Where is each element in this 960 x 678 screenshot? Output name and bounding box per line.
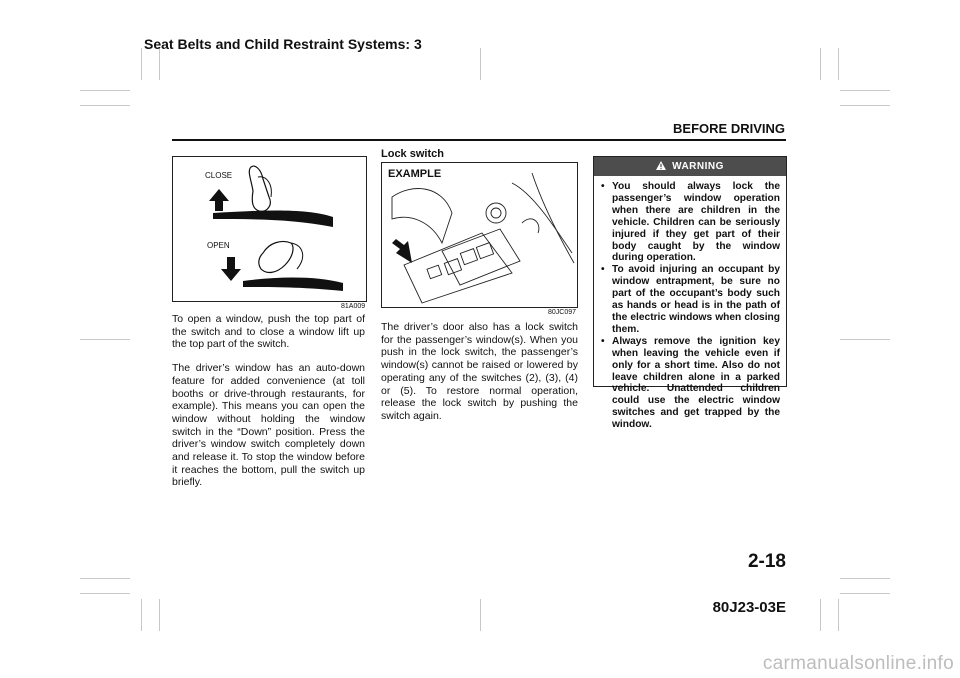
example-label: EXAMPLE bbox=[388, 168, 442, 180]
warning-item: • You should always lock the passenger’s window operation when there are children in the vehicle. Children can be seriously injured if they get part of their body caught by the window during operation. bbox=[601, 181, 780, 264]
paragraph: The driver’s window has an auto-down feature for added convenience (at toll booths or drive-through restaurants, for example). This means you can open the window without holding the window switch in the “Down” position. Press the driver’s window switch completely down and release it. To stop the window before it reaches the bottom, pull the switch up briefly. bbox=[172, 362, 365, 489]
warning-header bbox=[594, 157, 786, 176]
warning-item: • Always remove the ignition key when leaving the vehicle even if only for a short time. Also do not leave children alone in a parked vehicle. Unattended children could use the electric window switches and get trapped by the window. bbox=[601, 336, 780, 431]
paragraph: The driver’s door also has a lock switch for the passenger’s window(s). When you push in the lock switch, the passenger’s window(s) cannot be raised or lowered by operating any of the switches (2), (3), (4) or (5). To restore normal operation, release the lock switch by pushing the switch again. bbox=[381, 321, 578, 422]
header-rule bbox=[172, 139, 786, 141]
open-label: OPEN bbox=[207, 241, 230, 250]
document-code: 80J23-03E bbox=[712, 599, 786, 616]
paragraph: To open a window, push the top part of the switch and to close a window lift up the top part of the switch. bbox=[172, 313, 365, 351]
lock-switch-heading: Lock switch bbox=[381, 148, 444, 160]
chapter-title: Seat Belts and Child Restraint Systems: 3 bbox=[144, 36, 422, 52]
window-switch-figure bbox=[172, 156, 367, 302]
column-1-text bbox=[172, 313, 365, 489]
close-label: CLOSE bbox=[205, 171, 233, 180]
figure-code: 80JC097 bbox=[548, 309, 577, 316]
warning-list bbox=[594, 176, 786, 431]
page-number: 2-18 bbox=[747, 551, 786, 572]
lock-switch-figure bbox=[381, 162, 578, 308]
watermark-link[interactable]: carmanualsonline.info bbox=[762, 653, 954, 674]
window-switch-illustration bbox=[173, 157, 366, 301]
warning-box bbox=[593, 156, 787, 431]
warning-title: WARNING bbox=[672, 161, 724, 172]
pointer-arrow-icon bbox=[392, 239, 412, 263]
warning-item: • To avoid injuring an occupant by window entrapment, be sure no part of the occupant’s body such as hands or head is in the path of the electric windows when closing them. bbox=[601, 264, 780, 335]
column-2-text bbox=[381, 321, 578, 423]
arrow-down-icon bbox=[221, 257, 241, 281]
figure-code: 81A009 bbox=[341, 303, 366, 310]
lock-switch-illustration bbox=[382, 163, 577, 307]
arrow-up-icon bbox=[209, 189, 229, 211]
section-title: BEFORE DRIVING bbox=[673, 121, 785, 136]
warning-triangle-icon bbox=[656, 161, 666, 173]
